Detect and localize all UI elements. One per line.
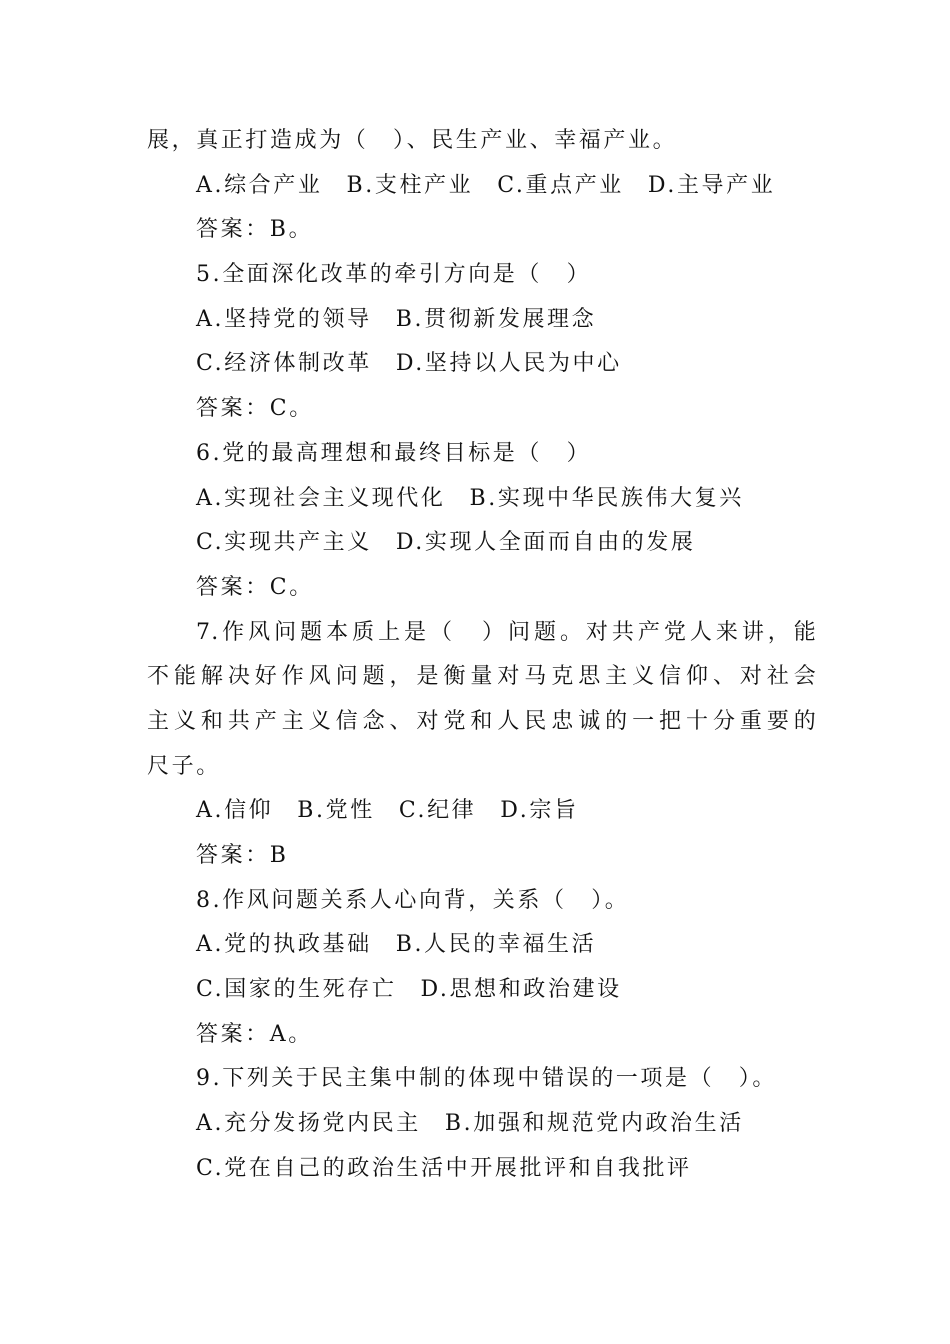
q9-option-c: C.党在自己的政治生活中开展批评和自我批评: [196, 1155, 692, 1181]
q9-option-b: B.加强和规范党内政治生活: [444, 1111, 744, 1137]
q6-stem: 6.党的最高理想和最终目标是（ ）: [196, 440, 592, 466]
q5-option-c: C.经济体制改革: [196, 351, 372, 377]
q5-stem: 5.全面深化改革的牵引方向是（ ）: [196, 262, 592, 288]
q5-answer: 答案：C。: [196, 396, 314, 422]
q4-option-c: C.重点产业: [497, 172, 624, 198]
q5-options-row-2: [147, 342, 817, 387]
q7-option-b: B.党性: [297, 798, 375, 824]
q4-options: [147, 164, 817, 209]
q6-answer: 答案：C。: [196, 574, 314, 600]
q7-options: [147, 789, 817, 834]
q8-option-a: A.党的执政基础: [196, 932, 372, 958]
q9-option-a: A.充分发扬党内民主: [196, 1111, 421, 1137]
q7-stem-line-1: 7.作风问题本质上是（ ）问题。对共产党人来讲，能: [196, 619, 817, 645]
q6-option-c: C.实现共产主义: [196, 530, 372, 556]
q8-answer: 答案：A。: [196, 1021, 313, 1047]
q9-stem: 9.下列关于民主集中制的体现中错误的一项是（ ）。: [196, 1066, 777, 1092]
q8-stem: 8.作风问题关系人心向背，关系（ ）。: [196, 887, 630, 913]
q4-stem-tail: 展，真正打造成为（ ）、民生产业、幸福产业。: [147, 128, 678, 153]
q7-option-c: C.纪律: [398, 798, 477, 824]
q8-options-row-2: [147, 968, 817, 1013]
q8-option-b: B.人民的幸福生活: [395, 932, 597, 958]
q7-option-d: D.宗旨: [500, 798, 579, 824]
q6-option-b: B.实现中华民族伟大复兴: [469, 485, 744, 511]
q4-option-a: A.综合产业: [196, 172, 323, 198]
q7-stem-line-2: 不能解决好作风问题，是衡量对马克思主义信仰、对社会: [147, 664, 817, 690]
q4-option-b: B.支柱产业: [346, 172, 474, 198]
q6-options-row-1: [147, 477, 817, 522]
q6-option-a: A.实现社会主义现代化: [196, 485, 446, 511]
q7-stem-line-3: 主义和共产主义信念、对党和人民忠诚的一把十分重要的: [147, 708, 817, 734]
q5-option-a: A.坚持党的领导: [196, 306, 372, 332]
q9-options-row-1: [147, 1102, 817, 1147]
q6-options-row-2: [147, 521, 817, 566]
q7-stem-line-4: 尺子。: [147, 753, 221, 779]
q8-option-c: C.国家的生死存亡: [196, 977, 397, 1003]
q7-answer: 答案：B: [196, 843, 289, 868]
q7-option-a: A.信仰: [196, 798, 274, 824]
q5-option-d: D.坚持以人民为中心: [395, 351, 622, 377]
q4-option-d: D.主导产业: [647, 172, 776, 198]
q8-option-d: D.思想和政治建设: [420, 977, 622, 1003]
q4-answer: 答案：B。: [196, 217, 314, 243]
q6-option-d: D.实现人全面而自由的发展: [395, 530, 696, 556]
q5-options-row-1: [147, 298, 817, 343]
q8-options-row-1: [147, 923, 817, 968]
question-text-block: [147, 119, 817, 1192]
q5-option-b: B.贯彻新发展理念: [395, 306, 597, 332]
